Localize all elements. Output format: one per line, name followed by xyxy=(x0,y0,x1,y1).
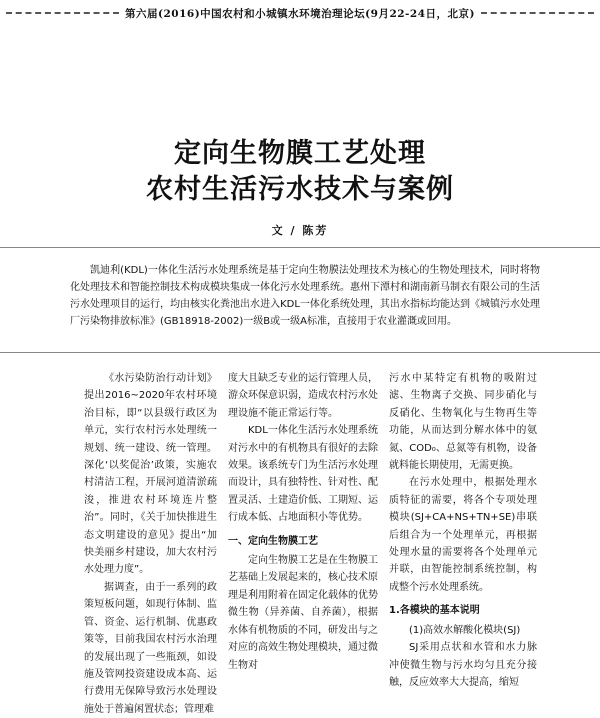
section-heading-1: 一、定向生物膜工艺 xyxy=(228,535,318,547)
running-header xyxy=(0,4,600,22)
author-line: 文 / 陈芳 xyxy=(271,224,329,237)
col1-paragraph-1: 《水污染防治行动计划》提出2016~2020年农村环境治目标，即“以县级行政区为单元，实行农村污水处理统一规划、统一建设、统一管理。深化‘以奖促治’政策，实施农村清洁工程，开展河道清淤疏浚，推进农村环境连片整治”。同时，《关于加快推进生态文明建设的意见》提出“加快美丽乡村建设，加大农村污水处理力度”。 xyxy=(84,373,217,576)
abstract-top-rule xyxy=(0,247,600,248)
col3-paragraph-1: 污水中某特定有机物的吸附过滤、生物离子交换、同步硝化与反硝化、生物氧化与生物再生等功能，从而达到分解水体中的氨氮、COD₀、总氮等有机物，设备就料能长期使用，无需更换。 xyxy=(389,373,537,472)
article-title xyxy=(0,136,600,208)
header-rule-left xyxy=(6,12,119,14)
header-rule-right xyxy=(481,12,594,14)
col1-paragraph-2: 据调查，由于一系列的政策短板问题，如现行体制、监管、资金、运行机制、优惠政策等，目前我国农村污水治理的发展出现了一些瓶颈，如设施及管网投资建设成本高、运行费用无保障导致污水处理设施处于普遍闲置状态；管理难 xyxy=(84,581,217,715)
col2-paragraph-1: 度大且缺乏专业的运行管理人员，游众环保意识弱，造成农村污水处理设施不能正常运行等。 xyxy=(228,373,378,419)
col2-paragraph-2: KDL一体化生活污水处理系统对污水中的有机物具有很好的去除效果。该系统专门为生活污水处理而设计，具有独特性、针对性、配置灵活、土建造价低、工期短、运行成本低、占地面积小等优势。 xyxy=(228,425,378,524)
body-column-3 xyxy=(389,370,537,688)
title-line-2: 农村生活污水技术与案例 xyxy=(146,174,454,205)
title-line-1: 定向生物膜工艺处理 xyxy=(174,138,426,169)
body-column-1 xyxy=(84,370,217,715)
module-heading-sj: (1)高效水解酸化模块(SJ) xyxy=(409,624,521,636)
header-text: 第六届(2016)中国农村和小城镇水环境治理论坛(9月22-24日，北京) xyxy=(125,7,475,20)
body-column-2 xyxy=(228,370,378,670)
subsection-heading: 1.各模块的基本说明 xyxy=(389,605,480,617)
col3-paragraph-2: 在污水处理中，根据处理水质特征的需要，将各个专项处理模块(SJ+CA+NS+TN+SE)串联后组合为一个处理单元，再根据处理水量的需要将各个处理单元并联，由智能控制系统控制，构成整个污水处理系统。 xyxy=(389,477,537,593)
col2-paragraph-3: 定向生物膜工艺是在生物膜工艺基础上发展起来的，核心技术原理是利用附着在固定化载体的优势微生物（异养菌、自养菌），根据水体有机物质的不同，研发出与之对应的高效生物处理模块，通过微生物对 xyxy=(228,555,378,671)
abstract: 凯迪利(KDL)一体化生活污水处理系统是基于定向生物膜法处理技术为核心的生物处理技术，同时将物化处理技术和智能控制技术构成模块集成一体化污水处理系统。惠州下潭村和湖南新马制衣有限公司的生活污水处理项目的运行，均由核实化粪池出水进入KDL一体化系统处理，其出水指标均能达到《城镇污水处理厂污染物排放标准》(GB18918-2002)一级B或一级A标准，直接用于农业灌溉或回用。 xyxy=(70,265,540,327)
col3-paragraph-3: SJ采用点状和水管和水力脉冲使微生物与污水均匀且充分接触，反应效率大大提高，缩短 xyxy=(389,642,537,688)
abstract-bottom-rule xyxy=(0,352,600,353)
